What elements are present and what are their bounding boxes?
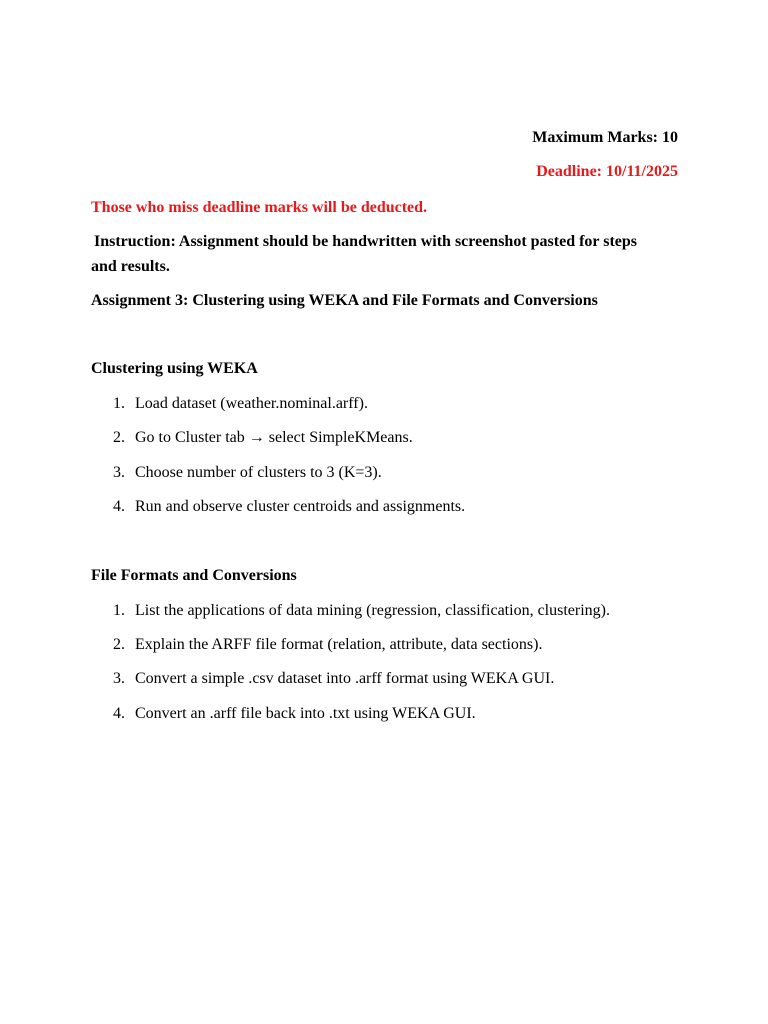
list-item: [113, 703, 476, 725]
list-number: 2.: [113, 429, 125, 446]
max-marks: Maximum Marks: 10: [532, 129, 678, 146]
list-text: Go to Cluster tab → select SimpleKMeans.: [135, 429, 413, 446]
assignment-title: Assignment 3: Clustering using WEKA and File Formats and Conversions: [91, 292, 598, 309]
list-text: Explain the ARFF file format (relation, attribute, data sections).: [135, 636, 543, 653]
list-number: 4.: [113, 705, 125, 722]
section-heading-clustering: Clustering using WEKA: [91, 360, 258, 377]
list-item: [113, 600, 610, 622]
list-text: Load dataset (weather.nominal.arff).: [135, 395, 368, 412]
deadline: Deadline: 10/11/2025: [536, 163, 678, 180]
list-text: Choose number of clusters to 3 (K=3).: [135, 464, 382, 481]
list-item: [113, 393, 368, 415]
deadline-notice: Those who miss deadline marks will be deducted.: [91, 199, 428, 216]
list-item: [113, 668, 554, 690]
list-text: Run and observe cluster centroids and assignments.: [135, 498, 466, 515]
instruction: Instruction: Assignment should be handwritten with screenshot pasted for steps and results.: [91, 233, 638, 275]
list-number: 4.: [113, 498, 125, 515]
list-text: List the applications of data mining (regression, classification, clustering).: [135, 602, 610, 619]
list-number: 3.: [113, 464, 125, 481]
list-item: [113, 462, 382, 484]
list-item: [113, 634, 542, 656]
list-number: 3.: [113, 670, 125, 687]
list-text: Convert a simple .csv dataset into .arff format using WEKA GUI.: [135, 670, 555, 687]
list-number: 2.: [113, 636, 125, 653]
list-number: 1.: [113, 395, 125, 412]
section-heading-file-formats: File Formats and Conversions: [91, 567, 297, 584]
list-item: [113, 427, 413, 449]
list-number: 1.: [113, 602, 125, 619]
list-text: Convert an .arff file back into .txt using WEKA GUI.: [135, 705, 476, 722]
list-item: [113, 496, 465, 518]
